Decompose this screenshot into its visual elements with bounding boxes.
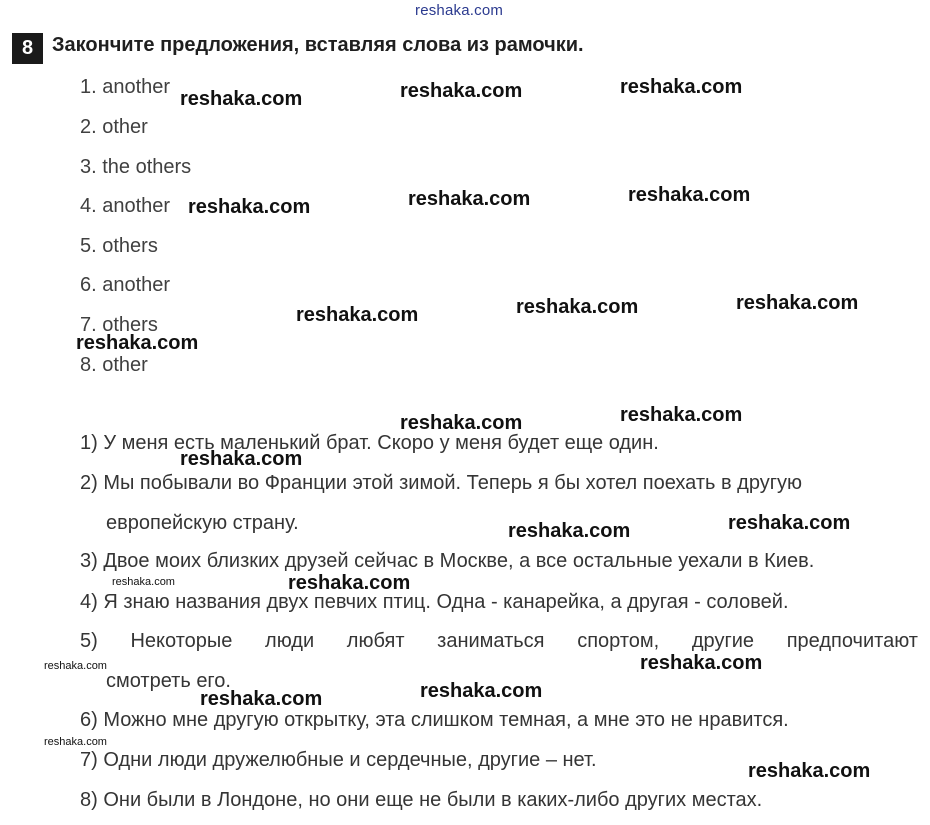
answer-item: 7. others [80,314,158,336]
watermark: reshaka.com [188,196,311,218]
sentence-3: 3) Двое моих близких друзей сейчас в Москве, а все остальные уехали в Киев. [80,550,815,572]
watermark: reshaka.com [112,576,175,588]
sentence-2-line-1: 2) Мы побывали во Франции этой зимой. Теперь я бы хотел поехать в другую [80,472,803,494]
watermark: reshaka.com [180,448,303,470]
watermark: reshaka.com [736,292,859,314]
sentence-6: 6) Можно мне другую открытку, эта слишком темная, а мне это не нравится. [80,709,789,731]
watermark: reshaka.com [508,520,631,542]
site-watermark-top: reshaka.com [415,2,504,19]
sentence-7: 7) Одни люди дружелюбные и сердечные, другие – нет. [80,749,597,771]
sentence-5-line-2: смотреть его. [106,670,231,692]
sentence-4: 4) Я знаю названия двух певчих птиц. Одна - канарейка, а другая - соловей. [80,591,789,613]
watermark: reshaka.com [748,760,871,782]
exercise-number-badge: 8 [12,33,43,64]
answer-item: 4. another [80,195,171,217]
watermark: reshaka.com [620,76,743,98]
watermark: reshaka.com [76,332,199,354]
exercise-instruction: Закончите предложения, вставляя слова из рамочки. [52,34,584,56]
answer-item: 8. other [80,354,148,376]
watermark: reshaka.com [296,304,419,326]
watermark: reshaka.com [44,736,107,748]
watermark: reshaka.com [420,680,543,702]
watermark: reshaka.com [180,88,303,110]
answer-item: 1. another [80,76,171,98]
sentence-2-line-2: европейскую страну. [106,512,299,534]
watermark: reshaka.com [288,572,411,594]
watermark: reshaka.com [400,80,523,102]
watermark: reshaka.com [516,296,639,318]
watermark: reshaka.com [620,404,743,426]
watermark: reshaka.com [728,512,851,534]
watermark: reshaka.com [400,412,523,434]
watermark: reshaka.com [44,660,107,672]
watermark: reshaka.com [628,184,751,206]
sentence-5-line-1: 5) Некоторые люди любят заниматься спортом, другие предпочитают [80,630,918,652]
answer-item: 3. the others [80,156,192,178]
watermark: reshaka.com [200,688,323,710]
answer-item: 5. others [80,235,158,257]
answer-item: 6. another [80,274,171,296]
sentence-8: 8) Они были в Лондоне, но они еще не были в каких-либо других местах. [80,789,763,811]
answer-item: 2. other [80,116,148,138]
sentence-1: 1) У меня есть маленький брат. Скоро у меня будет еще один. [80,432,659,454]
watermark: reshaka.com [640,652,763,674]
watermark: reshaka.com [408,188,531,210]
